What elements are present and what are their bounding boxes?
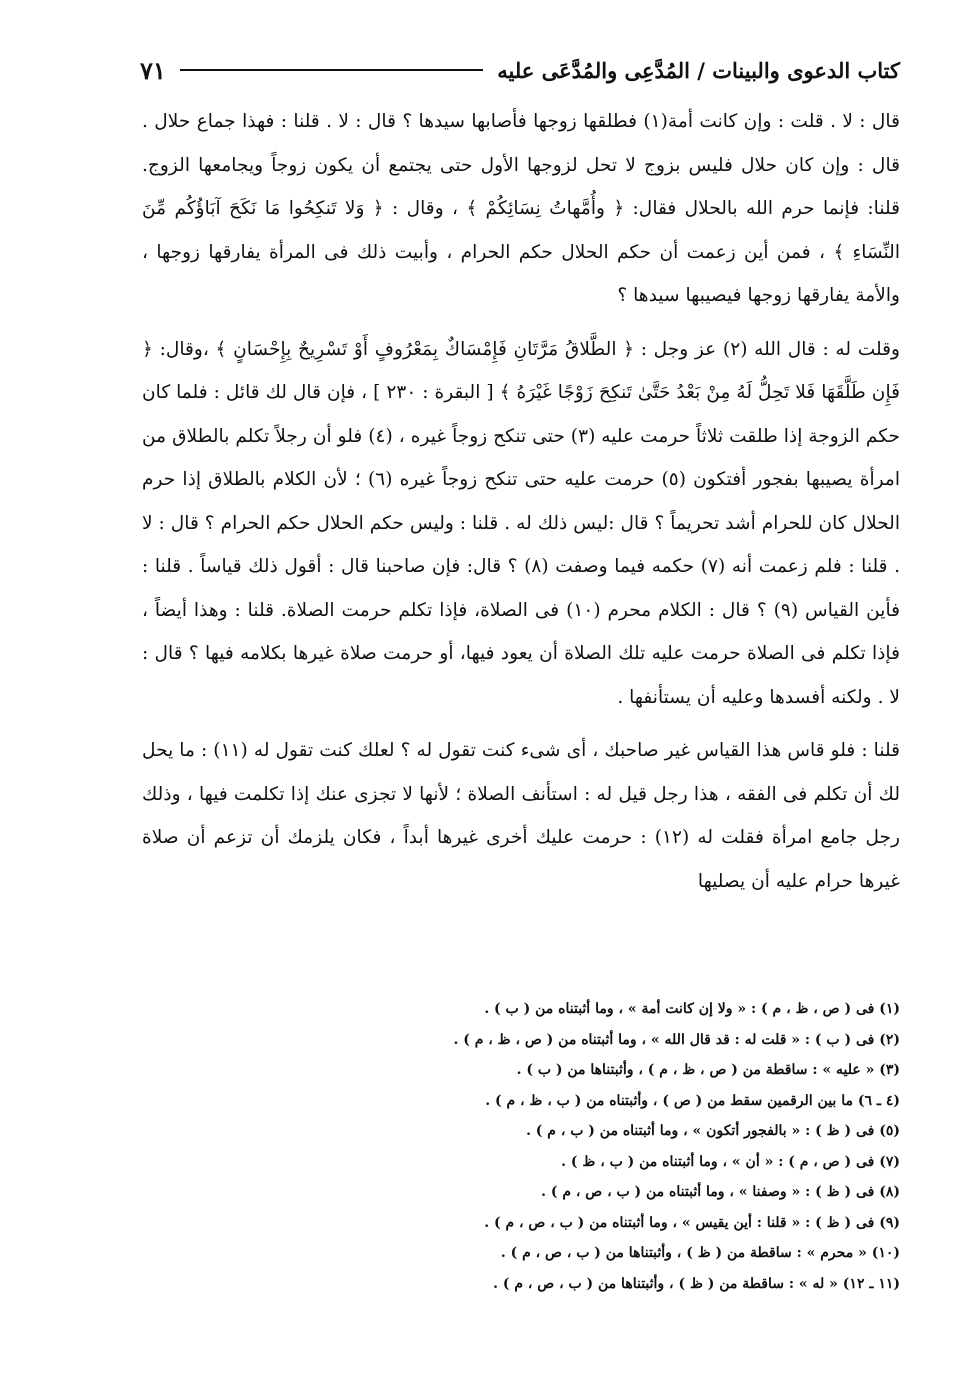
- page-number: ٧١: [140, 55, 166, 85]
- page-header: [140, 50, 900, 90]
- paragraph: وقلت له : قال الله (٢) عز وجل : ﴿ الطَّلاقُ مَرَّتَانِ فَإِمْسَاكٌ بِمَعْرُوفٍ أَوْ تَسْرِيحٌ بِإِحْسَانٍ ﴾ ،وقال: ﴿ فَإِن طَلَّقَهَا فَلا تَحِلُّ لَهُ مِنْ بَعْدُ حَتَّىٰ تَنكِحَ زَوْجًا غَيْرَهُ ﴾ [ البقرة : ٢٣٠ ] ، فإن قال لك قائل : فلما كان حكم الزوجة إذا طلقت ثلاثاً حرمت عليه (٣) حتى تنكح زوجاً غيره ، (٤) فلو أن رجلاً تكلم بالطلاق من امرأة يصيبها بفجور أفتكون (٥) حرمت عليه حتى تنكح زوجاً غيره (٦) ؛ لأن الكلام بالطلاق إذا حرم الحلال كان للحرام أشد تحريماً ؟ قال :ليس ذلك له . قلنا : وليس حكم الحلال حكم الحرام ؟ قال : لا . قلنا : فلم زعمت أنه (٧) حكمه فيما وصفت (٨) ؟ قال: فإن صاحبنا قال : أقول ذلك قياساً . قلنا : فأين القياس (٩) ؟ قال : الكلام محرم (١٠) فى الصلاة، فإذا تكلم حرمت الصلاة. قلنا : وهذا أيضاً ، فإذا تكلم فى الصلاة حرمت عليه تلك الصلاة أن يعود فيها، أو حرمت صلاة غيرها بكلامه فيها ؟ قال : لا . ولكنه أفسدها وعليه أن يستأنفها .: [142, 338, 900, 708]
- footnotes: [300, 994, 900, 1299]
- footnote: (٥) فى ( ظ ) : « بالفجور أتكون » ، وما أثبتناه من ( ب ، م ) .: [526, 1123, 900, 1139]
- footnote: (٨) فى ( ظ ) : « وصفنا » ، وما أثبتناه من ( ب ، ص ، م ) .: [541, 1184, 900, 1200]
- running-title: كتاب الدعوى والبينات / المُدَّعِى والمُدَّعَى عليه: [497, 57, 900, 83]
- footnote: (١) فى ( ص ، ظ ، م ) : « ولا إن كانت أمة » ، وما أثبتناه من ( ب ) .: [484, 1001, 900, 1017]
- footnote: (١١ ـ ١٢) « له » : ساقطة من ( ظ ) ، وأثبتناها من ( ب ، ص ، م ) .: [493, 1275, 900, 1292]
- footnote: (٤ ـ ٦) ما بين الرقمين سقط من ( ص ) ، وأثبتناه من ( ب ، ظ ، م ) .: [485, 1092, 900, 1109]
- paragraph: قلنا : فلو قاس هذا القياس غير صاحبك ، أى شىء كنت تقول له ؟ لعلك كنت تقول له (١١) : ما يحل لك أن تكلم فى الفقه ، هذا رجل قيل له : استأنف الصلاة ؛ لأنها لا تجزى عنك إذا تكلمت فيها ، وذلك رجل جامع امرأة فقلت له (١٢) : حرمت عليك أخرى غيرها أبداً ، فكان يلزمك أن تزعم أن صلاة غيرها حرام عليه أن يصليها: [142, 740, 901, 892]
- footnote: (٢) فى ( ب ) : « قلت له : قد قال الله » ، وما أثبتناه من ( ص ، ظ ، م ) .: [453, 1031, 900, 1048]
- footnote: (٧) فى ( ص ، م ) : « أن » ، وما أثبتناه من ( ب ، ظ ) .: [561, 1153, 900, 1170]
- footnote: (٣) « عليه » : ساقطة من ( ص ، ظ ، م ) ، وأثبتناها من ( ب ) .: [516, 1062, 900, 1078]
- paragraph: قال : لا . قلت : وإن كانت أمة(١) فطلقها زوجها فأصابها سيدها ؟ قال : لا . قلنا : فهذا جماع حلال . قال : وإن كان حلال فليس بزوج لا تحل لزوجها الأول حتى يجتمع أن يكون زوجاً ويجامعها الزوج. قلنا: فإنما حرم الله بالحلال فقال: ﴿ وأُمَّهاتُ نِسَائِكُمْ ﴾ ، وقال : ﴿ وَلا تَنكِحُوا مَا نَكَحَ آبَاؤُكُم مِّنَ النِّسَاءِ ﴾ ، فمن أين زعمت أن حكم الحلال حكم الحرام ، وأبيت ذلك فى المرأة يفارقها زوجها ، والأمة يفارقها زوجها فيصيبها سيدها ؟: [142, 111, 900, 306]
- main-text: [142, 100, 900, 913]
- header-rule: [180, 69, 483, 71]
- footnote: (١٠) « محرم » : ساقطة من ( ظ ) ، وأثبتناها من ( ب ، ص ، م ) .: [500, 1245, 900, 1261]
- footnote: (٩) فى ( ظ ) : « قلنا : أين يقيس » ، وما أثبتناه من ( ب ، ص ، م ) .: [484, 1214, 900, 1231]
